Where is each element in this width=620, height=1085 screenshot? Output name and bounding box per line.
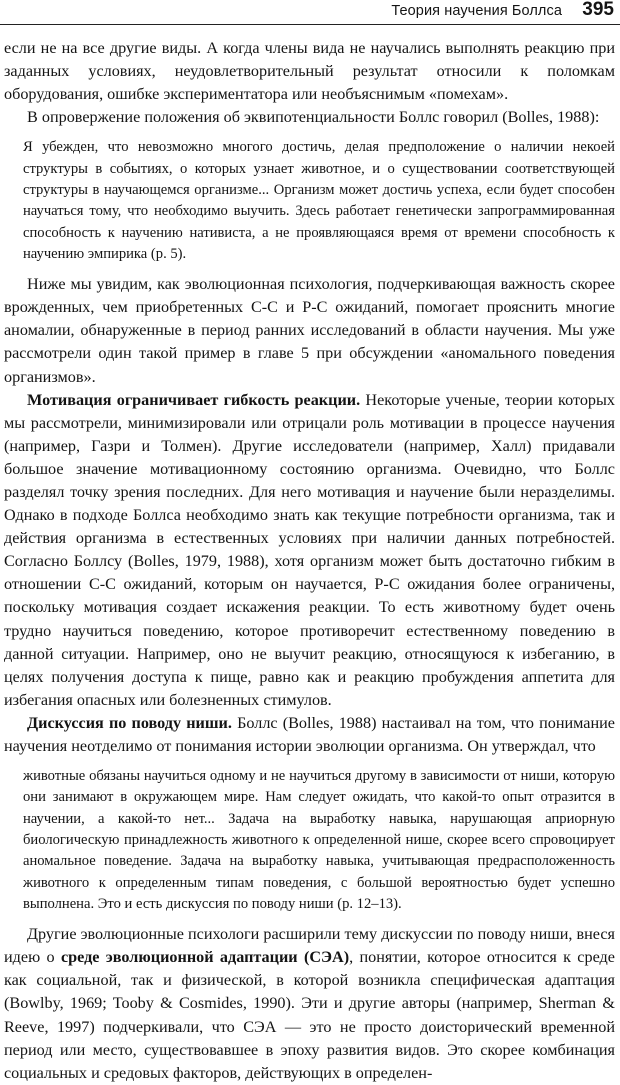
paragraph-evolutionary-psychology: Ниже мы увидим, как эволюционная психология, подчеркивающая важность скорее врожденных, чем приобретенных С-С и Р-С ожиданий, помогает прояснить многие аномалии, обнаруженные в период ранних исследований в области научения. Мы уже рассмотрели один такой пример в главе 5 при обсуждении «аномального поведения организмов».: [4, 275, 615, 386]
running-head: [0, 0, 620, 25]
run-in-heading-motivation: Мотивация ограничивает гибкость реакции.: [27, 390, 361, 409]
body-text: [4, 37, 615, 1085]
page-number: 395: [582, 0, 614, 20]
block-quote-niche: животные обязаны научиться одному и не научиться другому в зависимости от ниши, которую они занимают в окружающем мире. Нам следует ожидать, что какой-то опыт отразится в научении, а какой-то нет... Задача на выработку навыка, нарушающая априорную биологическую принадлежность животного к определенной нише, скорее всего спровоцирует аномальное поведение. Задача на выработку навыка, учитывающая предрасположенность животного к определенным типам поведения, с большой вероятностью будет успешно выполнена. Это и есть дискуссия по поводу ниши (р. 12–13).: [23, 768, 615, 912]
run-in-heading-niche: Дискуссия по поводу ниши.: [27, 713, 232, 732]
paragraph-eea: [4, 923, 615, 1085]
paragraph-niche-argument: [4, 712, 615, 758]
paragraph-eea-end: , понятии, которое относится к среде как социальной, так и физической, в которой возникла специфическая адаптация (Bowlby, 1969; Tooby & Cosmides, 1990). Эти и другие авторы (например, Sherman & Reeve, 1997) подчеркивали, что СЭА — это не просто доисторический временной период или место, существовавшее в эпоху развития видов. Это скорее комбинация социальных и средовых факторов, действующих в определен-: [4, 948, 615, 1082]
paragraph-motivation: [4, 389, 615, 712]
paragraph-eea-start: Другие эволюционные психологи расширили тему дискуссии по поводу ниши, внеся идею о: [4, 925, 615, 967]
running-head-title: Теория научения Боллса: [391, 3, 562, 19]
block-quote-bolles-1988: Я убежден, что невозможно многого достичь, делая предположение о наличии некоей структуры в событиях, о которых узнает животное, и о существовании соответствующей структуры в научающемся организме... Организм может достичь успеха, если будет способен научаться тому, что необходимо выучить. Здесь работает генетически запрограммированная способность к научению нативиста, а не проявляющаяся время от времени способность к научению эмпирика (р. 5).: [23, 139, 615, 262]
paragraph-motivation-text: Некоторые ученые, теории которых мы рассмотрели, минимизировали или отрицали роль мотивации в процессе научения (например, Газри и Толмен). Другие исследователи (например, Халл) придавали большое значение мотивационному состоянию организма. Очевидно, что Боллс разделял точку зрения последних. Для него мотивация и научение были неразделимы. Однако в подходе Боллса необходимо знать как текущие потребности организма, так и действия организма в естественных условиях при наличии данных потребностей. Согласно Боллсу (Bolles, 1979, 1988), хотя организм может быть достаточно гибким в отношении С-С ожиданий, которым он научается, Р-С ожидания более ограничены, поскольку мотивация создает искажения реакции. То есть животному будет очень трудно научиться поведению, которое противоречит естественному поведению в данной ситуации. Например, оно не выучит реакцию, относящуюся к избеганию, в целях получения доступа к пище, равно как и реакцию пробуждения аппетита для избегания опасных или болезненных стимулов.: [4, 390, 615, 709]
paragraph-equipotentiality: В опровержение положения об эквипотенциальности Боллс говорил (Bolles, 1988):: [27, 108, 600, 127]
paragraph-continuation: если не на все другие виды. А когда члены вида не научались выполнять реакцию при заданных условиях, неудовлетворительный результат относили к поломкам оборудования, ошибке экспериментатора или необъяснимым «помехам».: [4, 39, 615, 104]
paragraph-niche-text: Боллс (Bolles, 1988) настаивал на том, что понимание научения неотделимо от понимания истории эволюции организма. Он утверждал, что: [4, 713, 615, 756]
term-eea: среде эволюционной адаптации (СЭА): [60, 948, 350, 967]
